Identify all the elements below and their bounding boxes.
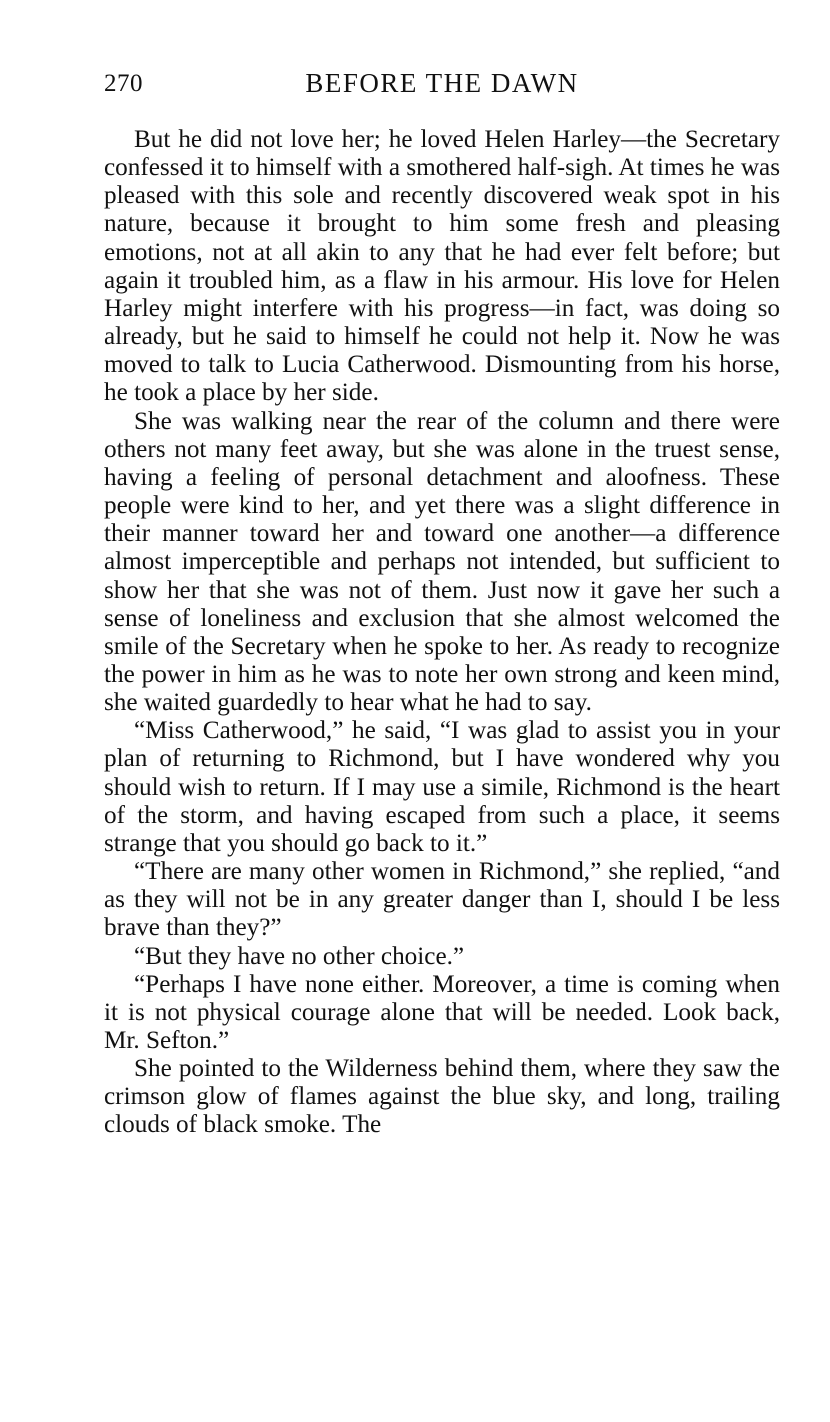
running-title: BEFORE THE DAWN <box>305 68 579 98</box>
paragraph: She pointed to the Wilderness behind them, where they saw the crimson glow of flames against the blue sky, and long, trailing clouds of black smoke. The <box>104 1055 780 1139</box>
body-text <box>104 126 780 1140</box>
paragraph: She was walking near the rear of the column and there were others not many feet away, but she was alone in the truest sense, having a feeling of personal detachment and aloofness. These people were kind to her, and yet there was a slight difference in their manner toward her and toward one another—a difference almost imperceptible and perhaps not intended, but sufficient to show her that she was not of them. Just now it gave her such a sense of loneliness and exclusion that she almost welcomed the smile of the Secretary when he spoke to her. As ready to recognize the power in him as he was to note her own strong and keen mind, she waited guardedly to hear what he had to say. <box>104 407 780 717</box>
paragraph: “There are many other women in Richmond,” she replied, “and as they will not be in any greater danger than I, should I be less brave than they?” <box>104 858 780 942</box>
paragraph: “Miss Catherwood,” he said, “I was glad to assist you in your plan of returning to Richmond, but I have wondered why you should wish to return. If I may use a simile, Richmond is the heart of the storm, and having escaped from such a place, it seems strange that you should go back to it.” <box>104 717 780 857</box>
paragraph: “Perhaps I have none either. Moreover, a time is coming when it is not physical courage alone that will be needed. Look back, Mr. Sefton.” <box>104 970 780 1054</box>
page-number: 270 <box>104 70 143 97</box>
running-head <box>104 64 780 104</box>
paragraph: But he did not love her; he loved Helen Harley—the Secretary confessed it to himself with a smothered half-sigh. At times he was pleased with this sole and recently discovered weak spot in his nature, because it brought to him some fresh and pleasing emotions, not at all akin to any that he had ever felt before; but again it troubled him, as a flaw in his armour. His love for Helen Harley might interfere with his progress—in fact, was doing so already, but he said to himself he could not help it. Now he was moved to talk to Lucia Catherwood. Dismounting from his horse, he took a place by her side. <box>104 126 780 407</box>
paragraph: “But they have no other choice.” <box>134 942 465 970</box>
